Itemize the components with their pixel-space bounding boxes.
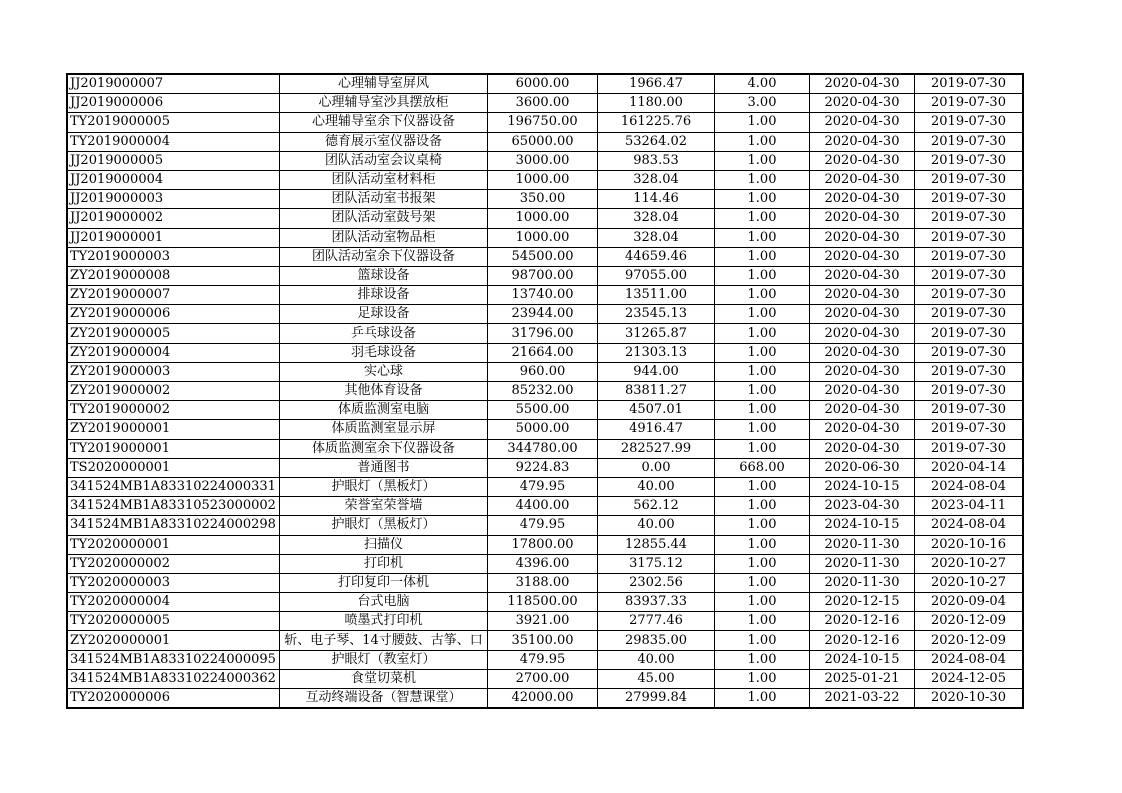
quantity-cell: 1.00 xyxy=(715,362,810,381)
quantity-cell: 1.00 xyxy=(715,401,810,420)
net-value-cell: 562.12 xyxy=(598,497,715,516)
quantity-cell: 1.00 xyxy=(715,382,810,401)
net-value-cell: 40.00 xyxy=(598,516,715,535)
date-cell: 2019-07-30 xyxy=(915,209,1024,228)
date-cell: 2020-11-30 xyxy=(810,535,915,554)
asset-code-cell: JJ2019000003 xyxy=(67,190,280,209)
quantity-cell: 1.00 xyxy=(715,113,810,132)
net-value-cell: 3175.12 xyxy=(598,554,715,573)
net-value-cell: 29835.00 xyxy=(598,631,715,650)
net-value-cell: 83811.27 xyxy=(598,382,715,401)
asset-name-cell xyxy=(280,209,488,228)
date-cell: 2020-04-30 xyxy=(810,420,915,439)
asset-code-cell: TY2020000002 xyxy=(67,554,280,573)
table-row xyxy=(67,132,1023,151)
asset-name-cell xyxy=(280,612,488,631)
net-value-cell: 44659.46 xyxy=(598,247,715,266)
asset-name-text: 实心球 xyxy=(363,363,403,379)
asset-code-cell: 341524MB1A83310224000362 xyxy=(67,669,280,688)
date-cell: 2020-06-30 xyxy=(810,458,915,477)
date-cell: 2020-04-30 xyxy=(810,343,915,362)
original-value-cell: 9224.83 xyxy=(488,458,598,477)
original-value-cell: 42000.00 xyxy=(488,689,598,709)
quantity-cell: 1.00 xyxy=(715,305,810,324)
asset-name-text: 团队活动室书报架 xyxy=(331,191,436,207)
asset-name-cell xyxy=(280,477,488,496)
asset-name-text: 食堂切菜机 xyxy=(350,670,416,686)
original-value-cell: 196750.00 xyxy=(488,113,598,132)
net-value-cell: 328.04 xyxy=(598,228,715,247)
asset-name-text: 扫描仪 xyxy=(363,536,403,552)
asset-name-text: 团队活动室物品柜 xyxy=(331,229,436,245)
date-cell: 2020-12-09 xyxy=(915,631,1024,650)
asset-name-text: 护眼灯（教室灯） xyxy=(331,651,436,667)
net-value-cell: 0.00 xyxy=(598,458,715,477)
net-value-cell: 31265.87 xyxy=(598,324,715,343)
date-cell: 2020-04-30 xyxy=(810,266,915,285)
date-cell: 2020-04-30 xyxy=(810,305,915,324)
date-cell: 2020-04-30 xyxy=(810,247,915,266)
quantity-cell: 1.00 xyxy=(715,420,810,439)
date-cell: 2021-03-22 xyxy=(810,689,915,709)
date-cell: 2019-07-30 xyxy=(915,190,1024,209)
date-cell: 2020-11-30 xyxy=(810,573,915,592)
table-row xyxy=(67,74,1023,94)
quantity-cell: 1.00 xyxy=(715,554,810,573)
date-cell: 2024-10-15 xyxy=(810,516,915,535)
asset-code-cell: JJ2019000007 xyxy=(67,74,280,94)
date-cell: 2020-04-30 xyxy=(810,401,915,420)
asset-name-cell xyxy=(280,286,488,305)
table-row xyxy=(67,382,1023,401)
date-cell: 2020-09-04 xyxy=(915,593,1024,612)
table-row xyxy=(67,228,1023,247)
date-cell: 2024-10-15 xyxy=(810,477,915,496)
date-cell: 2020-12-16 xyxy=(810,631,915,650)
asset-name-cell xyxy=(280,228,488,247)
date-cell: 2025-01-21 xyxy=(810,669,915,688)
asset-code-cell: TY2020000003 xyxy=(67,573,280,592)
date-cell: 2020-04-30 xyxy=(810,113,915,132)
original-value-cell: 13740.00 xyxy=(488,286,598,305)
asset-name-text: 体质监测室显示屏 xyxy=(331,421,436,437)
asset-name-cell xyxy=(280,305,488,324)
quantity-cell: 1.00 xyxy=(715,516,810,535)
asset-name-cell xyxy=(280,458,488,477)
quantity-cell: 1.00 xyxy=(715,497,810,516)
asset-name-text: 排球设备 xyxy=(357,287,410,303)
date-cell: 2019-07-30 xyxy=(915,439,1024,458)
asset-name-text: 篮球设备 xyxy=(357,267,410,283)
asset-name-cell xyxy=(280,151,488,170)
table-row xyxy=(67,151,1023,170)
date-cell: 2020-04-30 xyxy=(810,286,915,305)
asset-name-cell xyxy=(280,573,488,592)
date-cell: 2020-04-30 xyxy=(810,362,915,381)
asset-name-text: 普通图书 xyxy=(357,459,410,475)
asset-name-text: 足球设备 xyxy=(357,306,410,322)
net-value-cell: 282527.99 xyxy=(598,439,715,458)
date-cell: 2020-12-15 xyxy=(810,593,915,612)
net-value-cell: 944.00 xyxy=(598,362,715,381)
original-value-cell: 6000.00 xyxy=(488,74,598,94)
asset-name-text: 团队活动室鼓号架 xyxy=(331,210,436,226)
table-row xyxy=(67,420,1023,439)
net-value-cell: 328.04 xyxy=(598,170,715,189)
asset-name-text: 羽毛球设备 xyxy=(350,344,416,360)
table-row xyxy=(67,113,1023,132)
date-cell: 2020-04-30 xyxy=(810,439,915,458)
asset-name-cell xyxy=(280,593,488,612)
quantity-cell: 1.00 xyxy=(715,689,810,709)
asset-code-cell: TY2019000003 xyxy=(67,247,280,266)
original-value-cell: 65000.00 xyxy=(488,132,598,151)
table-row xyxy=(67,458,1023,477)
quantity-cell: 1.00 xyxy=(715,477,810,496)
quantity-cell: 1.00 xyxy=(715,612,810,631)
asset-name-text: 护眼灯（黑板灯） xyxy=(331,479,436,495)
asset-name-text: 荣誉室荣誉墙 xyxy=(344,498,423,514)
original-value-cell: 3921.00 xyxy=(488,612,598,631)
table-row xyxy=(67,190,1023,209)
table-row xyxy=(67,305,1023,324)
quantity-cell: 3.00 xyxy=(715,94,810,113)
asset-name-text: 打印机 xyxy=(363,555,403,571)
original-value-cell: 5500.00 xyxy=(488,401,598,420)
asset-name-cell xyxy=(280,132,488,151)
original-value-cell: 35100.00 xyxy=(488,631,598,650)
date-cell: 2019-07-30 xyxy=(915,286,1024,305)
asset-name-cell xyxy=(280,382,488,401)
asset-code-cell: JJ2019000004 xyxy=(67,170,280,189)
date-cell: 2019-07-30 xyxy=(915,132,1024,151)
asset-name-text: 体质监测室余下仪器设备 xyxy=(311,440,455,456)
table-row xyxy=(67,247,1023,266)
asset-code-cell: JJ2019000005 xyxy=(67,151,280,170)
asset-code-cell: TY2020000001 xyxy=(67,535,280,554)
quantity-cell: 1.00 xyxy=(715,439,810,458)
quantity-cell: 1.00 xyxy=(715,535,810,554)
table-row xyxy=(67,266,1023,285)
date-cell: 2019-07-30 xyxy=(915,247,1024,266)
original-value-cell: 479.95 xyxy=(488,516,598,535)
date-cell: 2019-07-30 xyxy=(915,305,1024,324)
table-row xyxy=(67,593,1023,612)
date-cell: 2019-07-30 xyxy=(915,420,1024,439)
net-value-cell: 114.46 xyxy=(598,190,715,209)
quantity-cell: 1.00 xyxy=(715,343,810,362)
net-value-cell: 83937.33 xyxy=(598,593,715,612)
asset-name-text: 体质监测室电脑 xyxy=(337,402,429,418)
asset-code-cell: ZY2019000004 xyxy=(67,343,280,362)
original-value-cell: 960.00 xyxy=(488,362,598,381)
asset-code-cell: TY2019000005 xyxy=(67,113,280,132)
date-cell: 2019-07-30 xyxy=(915,343,1024,362)
table-row xyxy=(67,689,1023,709)
asset-name-text: 斩、电子琴、14寸腰鼓、古筝、口 xyxy=(284,632,483,648)
net-value-cell: 45.00 xyxy=(598,669,715,688)
asset-name-text: 打印复印一体机 xyxy=(337,574,429,590)
quantity-cell: 1.00 xyxy=(715,151,810,170)
asset-code-cell: TY2019000002 xyxy=(67,401,280,420)
date-cell: 2020-04-30 xyxy=(810,94,915,113)
date-cell: 2019-07-30 xyxy=(915,362,1024,381)
table-row xyxy=(67,612,1023,631)
asset-name-cell xyxy=(280,535,488,554)
date-cell: 2019-07-30 xyxy=(915,324,1024,343)
date-cell: 2020-04-30 xyxy=(810,209,915,228)
quantity-cell: 1.00 xyxy=(715,324,810,343)
date-cell: 2020-04-30 xyxy=(810,190,915,209)
quantity-cell: 1.00 xyxy=(715,228,810,247)
asset-name-text: 团队活动室材料柜 xyxy=(331,172,436,188)
asset-name-text: 心理辅导室屏风 xyxy=(337,76,429,92)
date-cell: 2024-08-04 xyxy=(915,650,1024,669)
quantity-cell: 1.00 xyxy=(715,190,810,209)
asset-code-cell: TS2020000001 xyxy=(67,458,280,477)
net-value-cell: 27999.84 xyxy=(598,689,715,709)
quantity-cell: 1.00 xyxy=(715,573,810,592)
date-cell: 2019-07-30 xyxy=(915,74,1024,94)
date-cell: 2019-07-30 xyxy=(915,151,1024,170)
asset-table-body xyxy=(67,74,1023,708)
date-cell: 2020-04-30 xyxy=(810,382,915,401)
asset-name-cell xyxy=(280,497,488,516)
asset-table xyxy=(66,73,1024,709)
table-row xyxy=(67,209,1023,228)
quantity-cell: 668.00 xyxy=(715,458,810,477)
asset-code-cell: ZY2019000008 xyxy=(67,266,280,285)
asset-name-cell xyxy=(280,113,488,132)
quantity-cell: 1.00 xyxy=(715,669,810,688)
asset-name-text: 心理辅导室余下仪器设备 xyxy=(311,114,455,130)
asset-name-cell xyxy=(280,401,488,420)
asset-name-text: 其他体育设备 xyxy=(344,383,423,399)
original-value-cell: 3188.00 xyxy=(488,573,598,592)
table-row xyxy=(67,554,1023,573)
original-value-cell: 31796.00 xyxy=(488,324,598,343)
asset-name-text: 互动终端设备（智慧课堂） xyxy=(305,690,462,706)
date-cell: 2020-12-09 xyxy=(915,612,1024,631)
quantity-cell: 1.00 xyxy=(715,209,810,228)
date-cell: 2020-11-30 xyxy=(810,554,915,573)
net-value-cell: 2302.56 xyxy=(598,573,715,592)
original-value-cell: 1000.00 xyxy=(488,209,598,228)
net-value-cell: 40.00 xyxy=(598,477,715,496)
table-row xyxy=(67,516,1023,535)
net-value-cell: 983.53 xyxy=(598,151,715,170)
original-value-cell: 98700.00 xyxy=(488,266,598,285)
asset-name-cell xyxy=(280,74,488,94)
net-value-cell: 97055.00 xyxy=(598,266,715,285)
table-row xyxy=(67,477,1023,496)
asset-name-cell xyxy=(280,343,488,362)
asset-name-cell xyxy=(280,631,488,650)
asset-code-cell: ZY2019000007 xyxy=(67,286,280,305)
date-cell: 2020-10-27 xyxy=(915,573,1024,592)
date-cell: 2019-07-30 xyxy=(915,382,1024,401)
table-row xyxy=(67,497,1023,516)
quantity-cell: 1.00 xyxy=(715,593,810,612)
date-cell: 2020-10-30 xyxy=(915,689,1024,709)
original-value-cell: 3000.00 xyxy=(488,151,598,170)
table-row xyxy=(67,343,1023,362)
net-value-cell: 12855.44 xyxy=(598,535,715,554)
original-value-cell: 5000.00 xyxy=(488,420,598,439)
table-row xyxy=(67,401,1023,420)
table-row xyxy=(67,286,1023,305)
asset-code-cell: 341524MB1A83310523000002 xyxy=(67,497,280,516)
quantity-cell: 4.00 xyxy=(715,74,810,94)
table-row xyxy=(67,362,1023,381)
quantity-cell: 1.00 xyxy=(715,266,810,285)
asset-name-cell xyxy=(280,420,488,439)
net-value-cell: 40.00 xyxy=(598,650,715,669)
asset-name-cell xyxy=(280,324,488,343)
asset-name-cell xyxy=(280,190,488,209)
date-cell: 2019-07-30 xyxy=(915,113,1024,132)
asset-code-cell: TY2020000006 xyxy=(67,689,280,709)
quantity-cell: 1.00 xyxy=(715,132,810,151)
original-value-cell: 1000.00 xyxy=(488,228,598,247)
original-value-cell: 23944.00 xyxy=(488,305,598,324)
asset-code-cell: 341524MB1A83310224000331 xyxy=(67,477,280,496)
original-value-cell: 85232.00 xyxy=(488,382,598,401)
asset-code-cell: ZY2019000003 xyxy=(67,362,280,381)
date-cell: 2024-12-05 xyxy=(915,669,1024,688)
asset-code-cell: ZY2019000002 xyxy=(67,382,280,401)
date-cell: 2020-10-16 xyxy=(915,535,1024,554)
asset-name-cell xyxy=(280,516,488,535)
asset-name-cell xyxy=(280,362,488,381)
date-cell: 2019-07-30 xyxy=(915,228,1024,247)
net-value-cell: 1966.47 xyxy=(598,74,715,94)
net-value-cell: 2777.46 xyxy=(598,612,715,631)
table-row xyxy=(67,669,1023,688)
table-row xyxy=(67,650,1023,669)
table-row xyxy=(67,631,1023,650)
date-cell: 2024-10-15 xyxy=(810,650,915,669)
net-value-cell: 23545.13 xyxy=(598,305,715,324)
net-value-cell: 4507.01 xyxy=(598,401,715,420)
asset-name-text: 团队活动室会议桌椅 xyxy=(324,152,442,168)
date-cell: 2020-04-30 xyxy=(810,151,915,170)
asset-name-cell xyxy=(280,669,488,688)
date-cell: 2023-04-30 xyxy=(810,497,915,516)
asset-code-cell: ZY2020000001 xyxy=(67,631,280,650)
original-value-cell: 4396.00 xyxy=(488,554,598,573)
quantity-cell: 1.00 xyxy=(715,286,810,305)
original-value-cell: 344780.00 xyxy=(488,439,598,458)
date-cell: 2020-04-30 xyxy=(810,324,915,343)
asset-name-cell xyxy=(280,650,488,669)
date-cell: 2019-07-30 xyxy=(915,401,1024,420)
table-row xyxy=(67,439,1023,458)
date-cell: 2020-04-30 xyxy=(810,74,915,94)
asset-name-text: 乒乓球设备 xyxy=(350,325,416,341)
original-value-cell: 4400.00 xyxy=(488,497,598,516)
asset-name-cell xyxy=(280,170,488,189)
date-cell: 2020-10-27 xyxy=(915,554,1024,573)
asset-code-cell: 341524MB1A83310224000298 xyxy=(67,516,280,535)
quantity-cell: 1.00 xyxy=(715,247,810,266)
date-cell: 2020-04-14 xyxy=(915,458,1024,477)
net-value-cell: 1180.00 xyxy=(598,94,715,113)
asset-name-cell xyxy=(280,554,488,573)
asset-name-text: 台式电脑 xyxy=(357,594,410,610)
original-value-cell: 350.00 xyxy=(488,190,598,209)
asset-code-cell: TY2020000004 xyxy=(67,593,280,612)
original-value-cell: 2700.00 xyxy=(488,669,598,688)
asset-code-cell: ZY2019000006 xyxy=(67,305,280,324)
original-value-cell: 1000.00 xyxy=(488,170,598,189)
original-value-cell: 21664.00 xyxy=(488,343,598,362)
asset-name-cell xyxy=(280,439,488,458)
asset-code-cell: ZY2019000001 xyxy=(67,420,280,439)
asset-name-text: 护眼灯（黑板灯） xyxy=(331,517,436,533)
date-cell: 2020-04-30 xyxy=(810,132,915,151)
date-cell: 2024-08-04 xyxy=(915,477,1024,496)
original-value-cell: 479.95 xyxy=(488,650,598,669)
date-cell: 2020-12-16 xyxy=(810,612,915,631)
quantity-cell: 1.00 xyxy=(715,650,810,669)
net-value-cell: 53264.02 xyxy=(598,132,715,151)
date-cell: 2024-08-04 xyxy=(915,516,1024,535)
date-cell: 2019-07-30 xyxy=(915,94,1024,113)
date-cell: 2020-04-30 xyxy=(810,228,915,247)
quantity-cell: 1.00 xyxy=(715,170,810,189)
original-value-cell: 3600.00 xyxy=(488,94,598,113)
asset-code-cell: TY2019000001 xyxy=(67,439,280,458)
asset-code-cell: JJ2019000001 xyxy=(67,228,280,247)
asset-name-cell xyxy=(280,94,488,113)
asset-name-text: 喷墨式打印机 xyxy=(344,613,423,629)
original-value-cell: 54500.00 xyxy=(488,247,598,266)
table-row xyxy=(67,535,1023,554)
date-cell: 2019-07-30 xyxy=(915,266,1024,285)
asset-code-cell: TY2019000004 xyxy=(67,132,280,151)
net-value-cell: 13511.00 xyxy=(598,286,715,305)
net-value-cell: 328.04 xyxy=(598,209,715,228)
original-value-cell: 479.95 xyxy=(488,477,598,496)
original-value-cell: 118500.00 xyxy=(488,593,598,612)
asset-name-text: 心理辅导室沙具摆放柜 xyxy=(318,95,449,111)
net-value-cell: 4916.47 xyxy=(598,420,715,439)
asset-code-cell: ZY2019000005 xyxy=(67,324,280,343)
asset-name-text: 团队活动室余下仪器设备 xyxy=(311,248,455,264)
table-row xyxy=(67,324,1023,343)
asset-name-cell xyxy=(280,247,488,266)
table-row xyxy=(67,94,1023,113)
asset-name-cell xyxy=(280,689,488,709)
asset-name-text: 德育展示室仪器设备 xyxy=(324,133,442,149)
original-value-cell: 17800.00 xyxy=(488,535,598,554)
table-row xyxy=(67,170,1023,189)
asset-code-cell: JJ2019000006 xyxy=(67,94,280,113)
asset-code-cell: JJ2019000002 xyxy=(67,209,280,228)
date-cell: 2019-07-30 xyxy=(915,170,1024,189)
net-value-cell: 161225.76 xyxy=(598,113,715,132)
date-cell: 2020-04-30 xyxy=(810,170,915,189)
net-value-cell: 21303.13 xyxy=(598,343,715,362)
asset-code-cell: 341524MB1A83310224000095 xyxy=(67,650,280,669)
quantity-cell: 1.00 xyxy=(715,631,810,650)
asset-name-cell xyxy=(280,266,488,285)
table-row xyxy=(67,573,1023,592)
date-cell: 2023-04-11 xyxy=(915,497,1024,516)
asset-code-cell: TY2020000005 xyxy=(67,612,280,631)
